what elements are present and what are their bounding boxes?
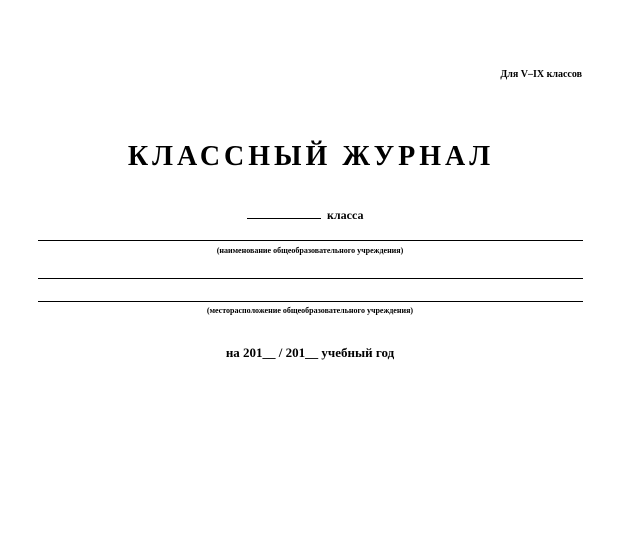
institution-name-line xyxy=(38,240,583,241)
grade-note: Для V–IX классов xyxy=(500,69,582,80)
page-title: КЛАССНЫЙ ЖУРНАЛ xyxy=(127,141,495,172)
institution-location-line-1 xyxy=(38,278,583,279)
institution-location-caption: (месторасположение общеобразовательного учреждения) xyxy=(206,306,414,315)
class-field-row xyxy=(247,207,363,223)
institution-name-caption: (наименование общеобразовательного учреждения) xyxy=(216,246,404,255)
class-label: класса xyxy=(327,208,364,222)
class-blank-line xyxy=(247,207,321,219)
institution-location-line-2 xyxy=(38,301,583,302)
academic-year-line: на 201__ / 201__ учебный год xyxy=(225,345,395,360)
